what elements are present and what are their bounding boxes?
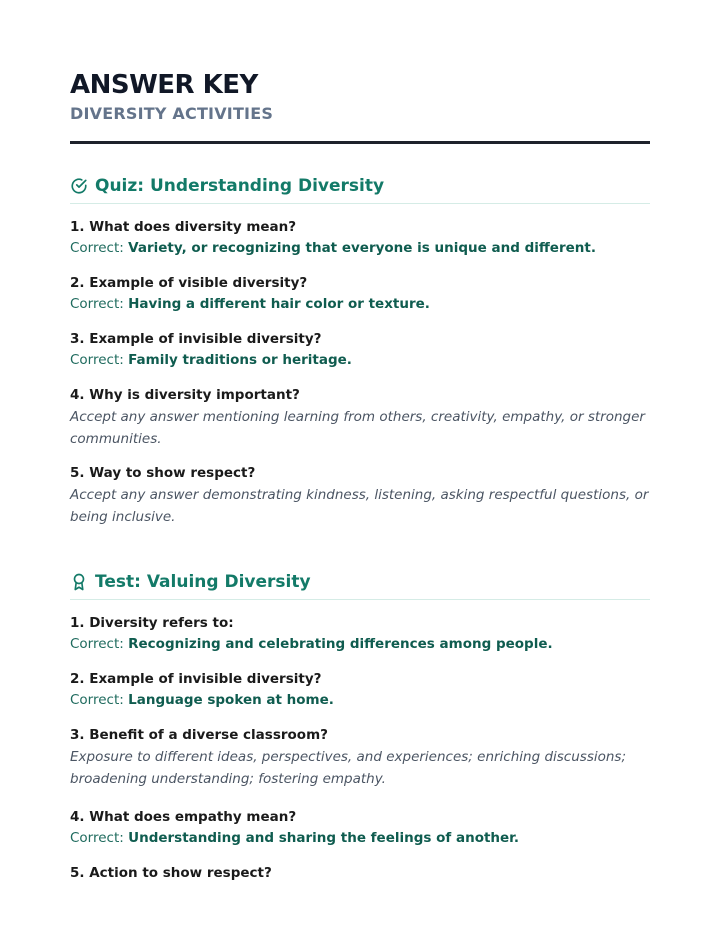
quiz-question-2: 2. Example of visible diversity? <box>70 275 308 291</box>
test-answer-4-text: Understanding and sharing the feelings of another. <box>128 830 520 846</box>
test-question-2: 2. Example of invisible diversity? <box>70 671 322 687</box>
test-item-5 <box>70 863 650 883</box>
quiz-answer-1-text: Variety, or recognizing that everyone is unique and different. <box>128 240 596 256</box>
quiz-note-5: Accept any answer demonstrating kindness, listening, asking respectful questions, or being inclusive. <box>70 487 649 525</box>
quiz-item-2 <box>70 273 650 314</box>
test-answer-1 <box>70 634 650 654</box>
test-answer-2-text: Language spoken at home. <box>128 692 334 708</box>
test-question-1: 1. Diversity refers to: <box>70 615 234 631</box>
quiz-item-4 <box>70 385 650 450</box>
quiz-item-1 <box>70 217 650 258</box>
test-question-3: 3. Benefit of a diverse classroom? <box>70 727 328 743</box>
check-circle-icon <box>70 177 88 195</box>
correct-label: Correct: <box>70 692 124 708</box>
test-section-header <box>70 569 650 600</box>
quiz-item-5 <box>70 463 650 528</box>
test-question-4: 4. What does empathy mean? <box>70 809 297 825</box>
quiz-answer-2-text: Having a different hair color or texture. <box>128 296 430 312</box>
quiz-answer-3-text: Family traditions or heritage. <box>128 352 352 368</box>
correct-label: Correct: <box>70 240 124 256</box>
quiz-answer-1 <box>70 238 650 258</box>
page-subtitle: DIVERSITY ACTIVITIES <box>70 104 274 123</box>
quiz-item-3 <box>70 329 650 370</box>
quiz-answer-3 <box>70 350 650 370</box>
quiz-section-header <box>70 173 650 204</box>
correct-label: Correct: <box>70 296 124 312</box>
quiz-question-1: 1. What does diversity mean? <box>70 219 297 235</box>
quiz-note-4: Accept any answer mentioning learning from others, creativity, empathy, or stronger communities. <box>70 409 645 447</box>
test-answer-2 <box>70 690 650 710</box>
test-item-3 <box>70 725 650 790</box>
quiz-question-3: 3. Example of invisible diversity? <box>70 331 322 347</box>
header-divider <box>70 141 650 144</box>
test-answer-4 <box>70 828 650 848</box>
correct-label: Correct: <box>70 830 124 846</box>
quiz-question-5: 5. Way to show respect? <box>70 465 256 481</box>
award-ribbon-icon <box>70 573 88 591</box>
correct-label: Correct: <box>70 636 124 652</box>
test-section-title: Test: Valuing Diversity <box>95 572 311 592</box>
correct-label: Correct: <box>70 352 124 368</box>
test-answer-1-text: Recognizing and celebrating differences among people. <box>128 636 553 652</box>
quiz-question-4: 4. Why is diversity important? <box>70 387 300 403</box>
test-note-3: Exposure to different ideas, perspectives, and experiences; enriching discussions; broadening understanding; fostering empathy. <box>70 749 626 787</box>
test-item-1 <box>70 613 650 654</box>
test-item-2 <box>70 669 650 710</box>
quiz-answer-2 <box>70 294 650 314</box>
quiz-section-title: Quiz: Understanding Diversity <box>95 176 385 196</box>
test-question-5: 5. Action to show respect? <box>70 865 272 881</box>
page-title: ANSWER KEY <box>70 70 258 100</box>
test-item-4 <box>70 807 650 848</box>
